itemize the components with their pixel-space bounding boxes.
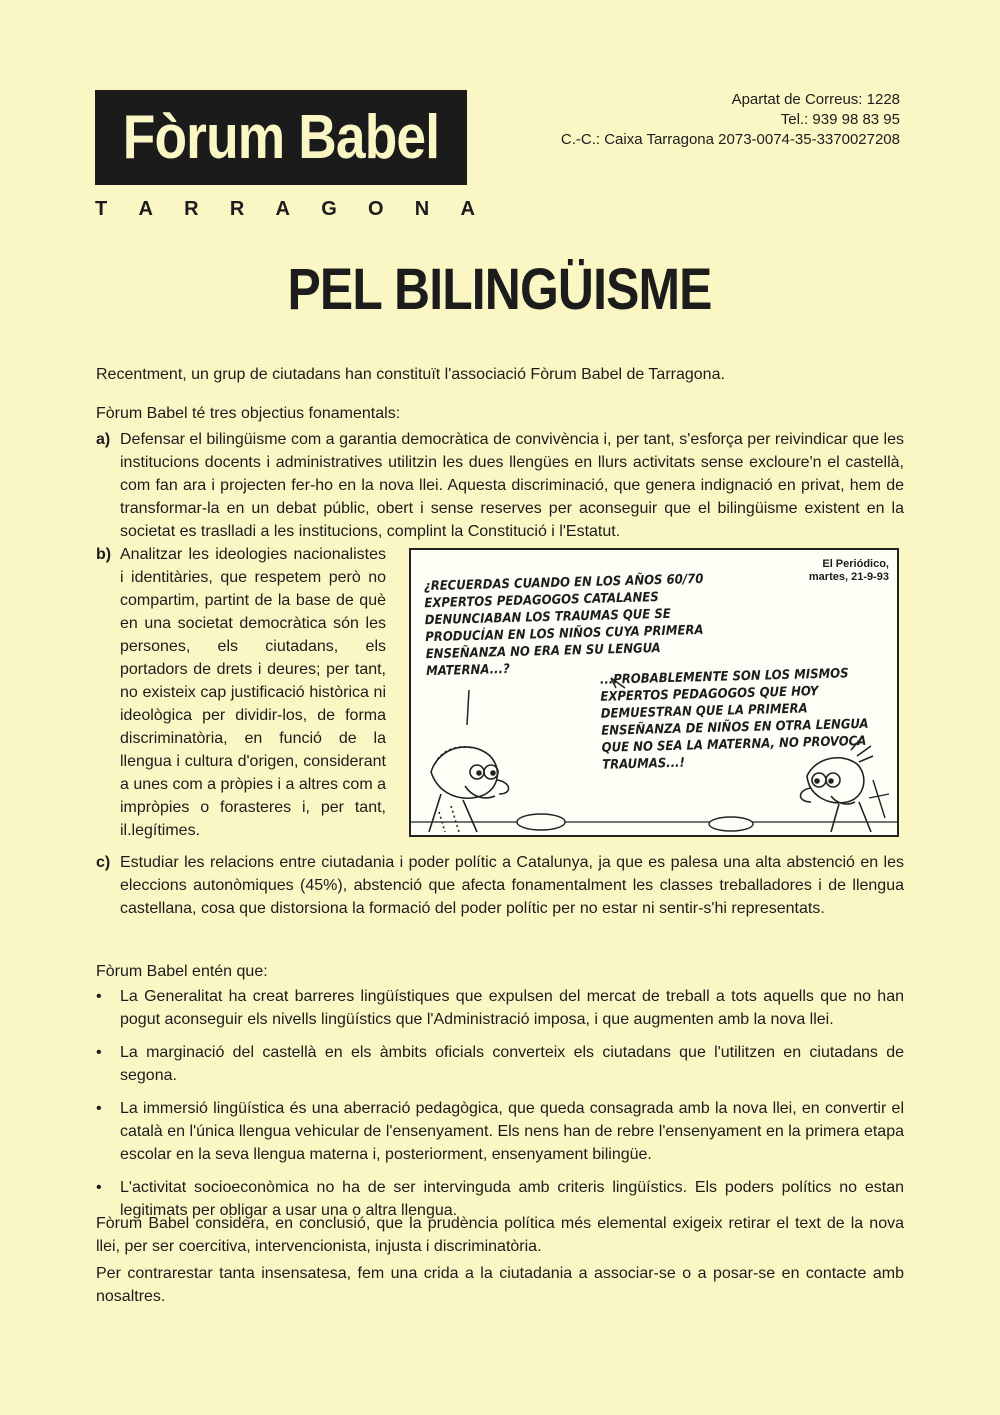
left-character (429, 747, 509, 832)
page-title (0, 256, 1000, 323)
objective-b (96, 543, 386, 842)
call-to-action-paragraph: Per contrarestar tanta insensatesa, fem una crida a la ciutadania a associar-se o a posar-se en contacte amb nosaltres. (96, 1265, 904, 1305)
list-item-text: La Generalitat ha creat barreres lingüístiques que expulsen del mercat de treball a tots aquells que no han pogut aconseguir els nivells lingüístics que l'Administració imposa, i que augmenten amb la nova llei. (120, 988, 904, 1028)
objective-c (96, 851, 904, 920)
bullet-dot-icon: • (96, 988, 102, 1005)
list-item (96, 1041, 904, 1087)
phone: Tel.: 939 98 83 95 (780, 111, 900, 128)
city-letter: A (460, 198, 475, 220)
contact-info (561, 90, 900, 150)
list-item (96, 1097, 904, 1166)
city-name (95, 198, 475, 221)
list-item-text: La marginació del castellà en els àmbits oficials converteix els ciutadans que l'utilitzen en ciutadans de segona. (120, 1044, 904, 1084)
conclusion-paragraph: Fòrum Babel considera, en conclusió, que la prudència política més elemental exigeix retirar el text de la nova llei, per ser coercitiva, intervencionista, injusta i discriminatòria. (96, 1215, 904, 1255)
page-title-text: PEL BILINGÜISME (287, 257, 713, 322)
speech-bubble-2: ...PROBABLEMENTE SON LOS MISMOS EXPERTOS PEDAGOGOS QUE HOY DEMUESTRAN QUE LA PRIMERA ENSEÑANZA DE NIÑOS EN OTRA LENGUA QUE NO SEA LA MATERNA, NO PROVOCA TRAUMAS...! (599, 666, 869, 773)
bullet-dot-icon: • (96, 1179, 102, 1196)
cartoon-source: El Periódico, (822, 558, 889, 570)
bullet-list (96, 985, 904, 1232)
objective-marker: b) (96, 546, 112, 563)
city-letter: O (368, 198, 384, 220)
list-item-text: L'activitat socioeconòmica no ha de ser intervinguda amb criteris lingüístics. Els poders polítics no estan legitimats per obligar a usar una o altra llengua. (120, 1179, 904, 1219)
objective-marker: a) (96, 431, 111, 448)
understands-heading: Fòrum Babel entén que: (96, 963, 268, 980)
objectives-heading: Fòrum Babel té tres objectius fonamentals: (96, 405, 401, 422)
city-letter: A (275, 198, 290, 220)
cartoon-credit (809, 558, 889, 584)
list-item-text: La immersió lingüística és una aberració pedagògica, que queda consagrada amb la nova llei, en convertir el català en l'única llengua vehicular de l'ensenyament. Els nens han de rebre l'ensenyament en la primera etapa escolar en la seva llengua materna i, posteriorment, ensenyament bilingüe. (120, 1100, 904, 1163)
objective-text: Defensar el bilingüisme com a garantia democràtica de convivència i, per tant, s'esforça per reivindicar que les institucions docents i administratives utilitzin les dues llengües en llurs activitats sense excloure'n el castellà, com fan ara i projecten fer-ho en la nova llei. Aquesta discriminació, que genera indignació en privat, hem de transformar-la en un debat públic, obert i sense reserves per aconseguir que el bilingüisme existent en la societat es traslladi a les institucions, complint la Constitució i l'Estatut. (120, 431, 904, 540)
intro-paragraph: Recentment, un grup de ciutadans han constituït l'associació Fòrum Babel de Tarragona. (96, 366, 725, 383)
logo-text: Fòrum Babel (122, 103, 440, 172)
city-letter: R (229, 198, 245, 220)
bullet-dot-icon: • (96, 1044, 102, 1061)
objective-marker: c) (96, 854, 111, 871)
cartoon (409, 548, 899, 837)
city-letter: R (184, 198, 199, 220)
cartoon-date: martes, 21-9-93 (808, 571, 889, 583)
logo-box (95, 90, 467, 185)
city-letter: A (138, 198, 153, 220)
objective-a (96, 428, 904, 543)
city-letter: N (414, 198, 430, 220)
objective-text: Estudiar les relacions entre ciutadania i poder polític a Catalunya, ja que es palesa una alta abstenció en les eleccions autonòmiques (45%), abstenció que afecta fonamentalment les classes treballadores i de llengua castellana, cosa que distorsiona la formació del poder polític per no estar ni sentir-s'hi representats. (120, 854, 904, 917)
city-letter: T (95, 198, 108, 220)
city-letter: G (321, 198, 337, 220)
po-box: Apartat de Correus: 1228 (731, 91, 900, 108)
speech-bubble-1: ¿RECUERDAS CUANDO EN LOS AÑOS 60/70 EXPERTOS PEDAGOGOS CATALANES DENUNCIABAN LOS TRAUMAS QUE SE PRODUCÍAN EN LOS NIÑOS CUYA PRIMERA ENSEÑANZA NO ERA EN SU LENGUA MATERNA...? (423, 571, 704, 680)
objective-text: Analitzar les ideologies nacionalistes i identitàries, que respetem però no compartim, partint de la base de què en una societat democràtica són les persones, els ciutadans, els portadors de drets i deures; per tant, no existeix cap justificació històrica ni ideològica per dividir-los, de forma discriminatòria, en funció de la llengua i cultura d'origen, considerant a unes com a pròpies i a altres com a impròpies o forasteres i, per tant, il.legítimes. (120, 546, 386, 839)
bullet-dot-icon: • (96, 1100, 102, 1117)
bank-account: C.-C.: Caixa Tarragona 2073-0074-35-3370027208 (560, 131, 900, 148)
list-item (96, 985, 904, 1031)
